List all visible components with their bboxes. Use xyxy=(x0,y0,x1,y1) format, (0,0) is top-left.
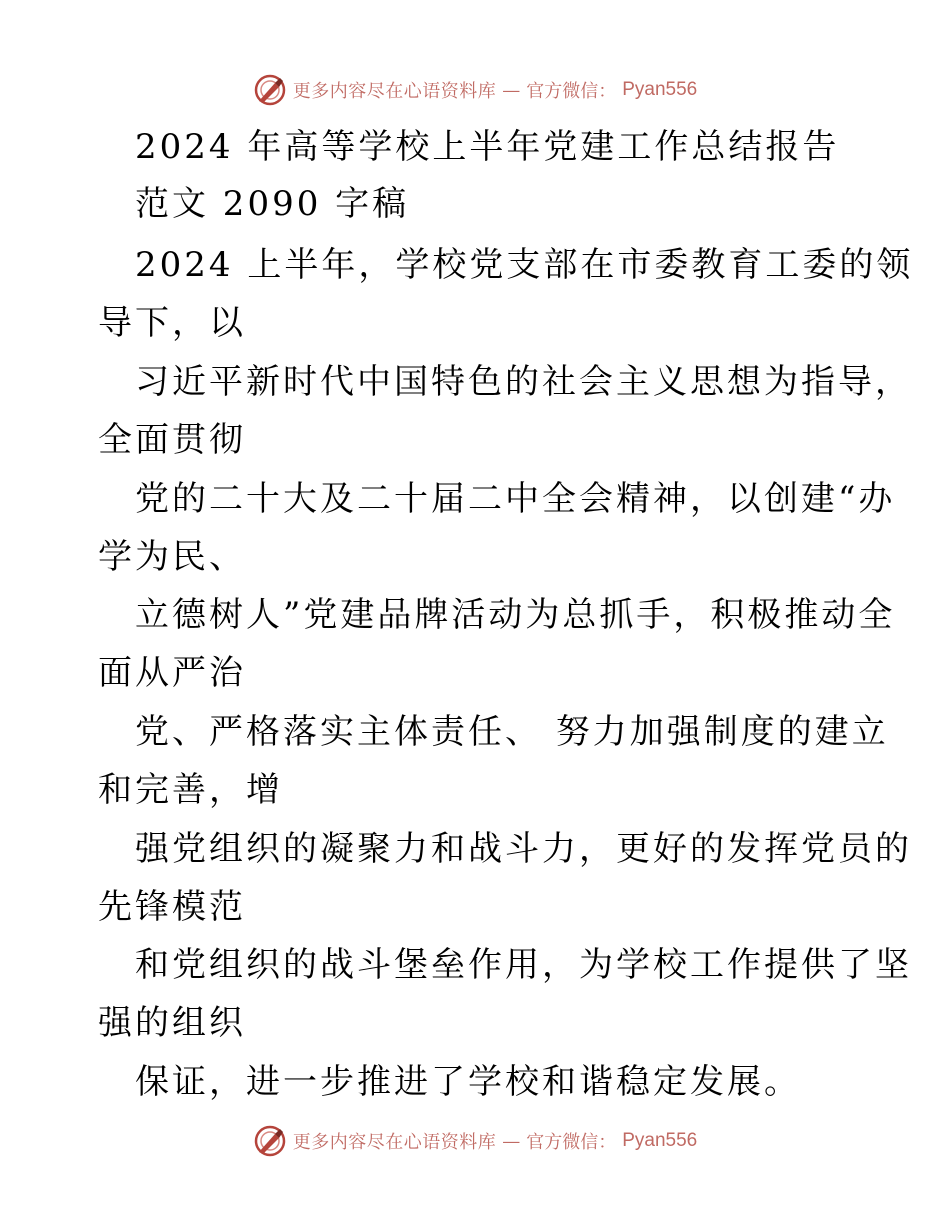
paragraph-line: 立德树人”党建品牌活动为总抓手，积极推动全 xyxy=(135,595,896,635)
watermark-main-text: 更多内容尽在心语资料库 xyxy=(292,1132,497,1153)
watermark-dash: — xyxy=(502,1130,521,1152)
paragraph-line: 2024 上半年，学校党支部在市委教育工委的领 xyxy=(135,245,914,285)
watermark-wechat-id: Pyan556 xyxy=(622,79,698,100)
paragraph-line: 党的二十大及二十届二中全会精神，以创建“办 xyxy=(135,479,896,519)
watermark-main-text: 更多内容尽在心语资料库 xyxy=(292,81,497,102)
document-title-line-1: 2024 年高等学校上半年党建工作总结报告 xyxy=(135,127,840,167)
paragraph-line: 面从严治 xyxy=(98,653,246,693)
pen-logo-icon xyxy=(253,1124,287,1158)
watermark-wechat-label: 官方微信： xyxy=(526,1132,617,1153)
paragraph-line: 习近平新时代中国特色的社会主义思想为指导， xyxy=(135,362,912,402)
watermark-wechat-id: Pyan556 xyxy=(622,1130,698,1151)
paragraph-line: 导下，以 xyxy=(98,303,246,343)
watermark-wechat-label: 官方微信： xyxy=(526,81,617,102)
paragraph-line: 和完善，增 xyxy=(98,770,283,810)
paragraph-line: 和党组织的战斗堡垒作用，为学校工作提供了坚 xyxy=(135,945,912,985)
paragraph-line: 学为民、 xyxy=(98,537,246,577)
paragraph-line: 保证，进一步推进了学校和谐稳定发展。 xyxy=(135,1062,801,1102)
paragraph-line: 强党组织的凝聚力和战斗力，更好的发挥党员的 xyxy=(135,829,912,869)
paragraph-line: 党、严格落实主体责任、 努力加强制度的建立 xyxy=(135,712,889,752)
footer-watermark xyxy=(0,1121,950,1161)
paragraph-line: 先锋模范 xyxy=(98,887,246,927)
paragraph-line: 全面贯彻 xyxy=(98,420,246,460)
pen-logo-icon xyxy=(253,73,287,107)
header-watermark xyxy=(0,70,950,110)
document-title-line-2: 范文 2090 字稿 xyxy=(135,184,410,224)
paragraph-line: 强的组织 xyxy=(98,1003,246,1043)
watermark-dash: — xyxy=(502,79,521,101)
